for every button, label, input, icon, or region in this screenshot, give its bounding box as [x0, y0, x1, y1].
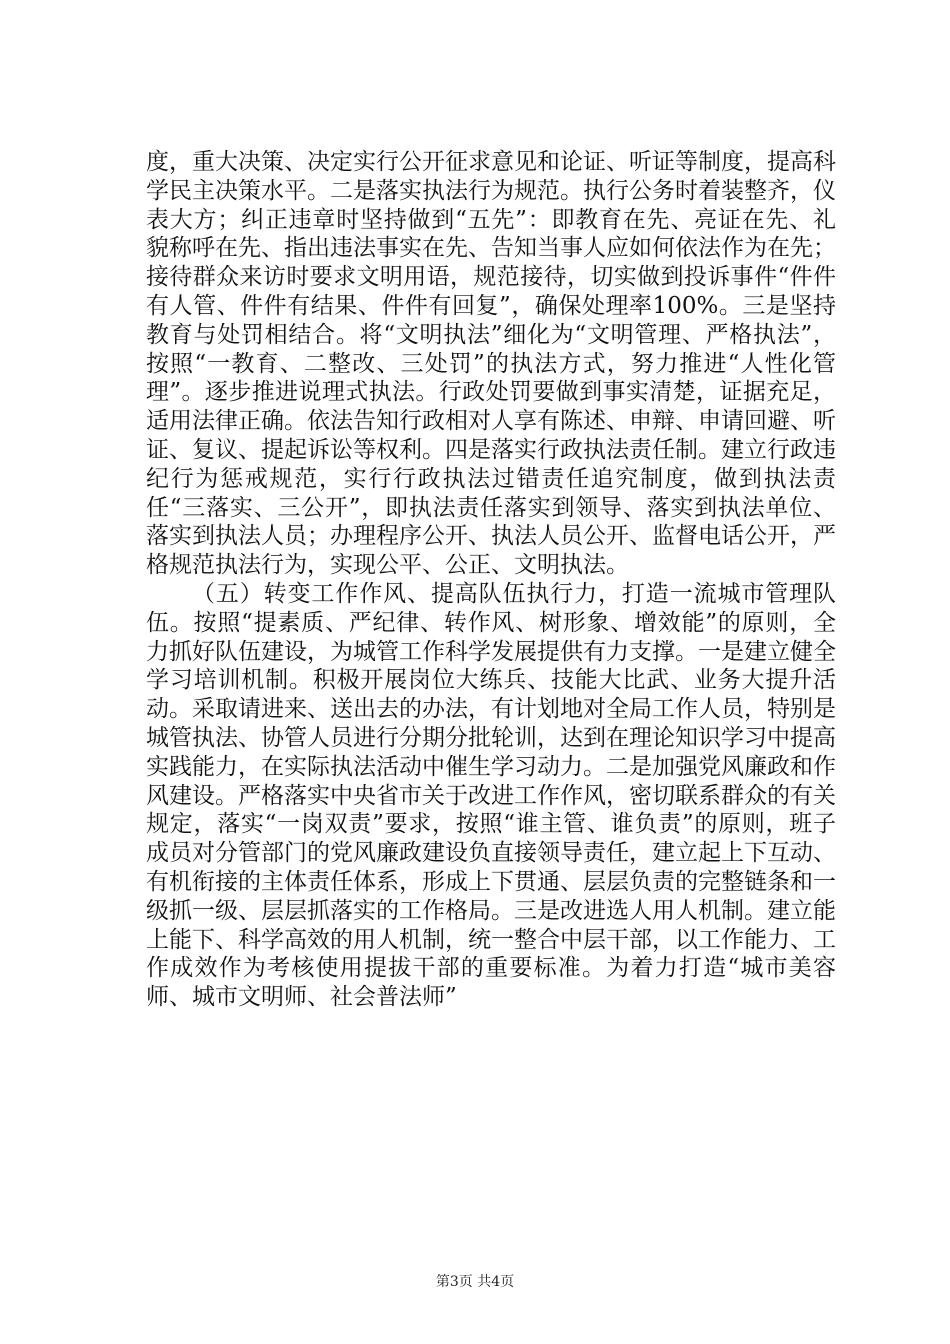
- page-footer: 第3页 共4页: [435, 1274, 515, 1290]
- document-body: [146, 148, 836, 1012]
- paragraph-section-five: （五）转变工作作风、提高队伍执行力，打造一流城市管理队伍。按照“提素质、严纪律、转作风、树形象、增效能”的原则，全力抓好队伍建设，为城管工作科学发展提供有力支撑。一是建立健全学习培训机制。积极开展岗位大练兵、技能大比武、业务大提升活动。采取请进来、送出去的办法，有计划地对全局工作人员，特别是城管执法、协管人员进行分期分批轮训，达到在理论知识学习中提高实践能力，在实际执法活动中催生学习动力。二是加强党风廉政和作风建设。严格落实中央省市关于改进工作作风，密切联系群众的有关规定，落实“一岗双责”要求，按照“谁主管、谁负责”的原则，班子成员对分管部门的党风廉政建设负直接领导责任，建立起上下互动、有机衔接的主体责任体系，形成上下贯通、层层负责的完整链条和一级抓一级、层层抓落实的工作格局。三是改进选人用人机制。建立能上能下、科学高效的用人机制，统一整合中层干部，以工作能力、工作成效作为考核使用提拔干部的重要标准。为着力打造“城市美容师、城市文明师、社会普法师”: [146, 580, 836, 1011]
- paragraph-continued: 度，重大决策、决定实行公开征求意见和论证、听证等制度，提高科学民主决策水平。二是落实执法行为规范。执行公务时着装整齐，仪表大方；纠正违章时坚持做到“五先”：即教育在先、亮证在先、礼貌称呼在先、指出违法事实在先、告知当事人应如何依法作为在先；接待群众来访时要求文明用语，规范接待，切实做到投诉事件“件件有人管、件件有结果、件件有回复”，确保处理率100%。三是坚持教育与处罚相结合。将“文明执法”细化为“文明管理、严格执法”，按照“一教育、二整改、三处罚”的执法方式，努力推进“人性化管理”。逐步推进说理式执法。行政处罚要做到事实清楚，证据充足，适用法律正确。依法告知行政相对人享有陈述、申辩、申请回避、听证、复议、提起诉讼等权利。四是落实行政执法责任制。建立行政违纪行为惩戒规范，实行行政执法过错责任追究制度，做到执法责任“三落实、三公开”，即执法责任落实到领导、落实到执法单位、落实到执法人员；办理程序公开、执法人员公开、监督电话公开，严格规范执法行为，实现公平、公正、文明执法。: [146, 149, 836, 579]
